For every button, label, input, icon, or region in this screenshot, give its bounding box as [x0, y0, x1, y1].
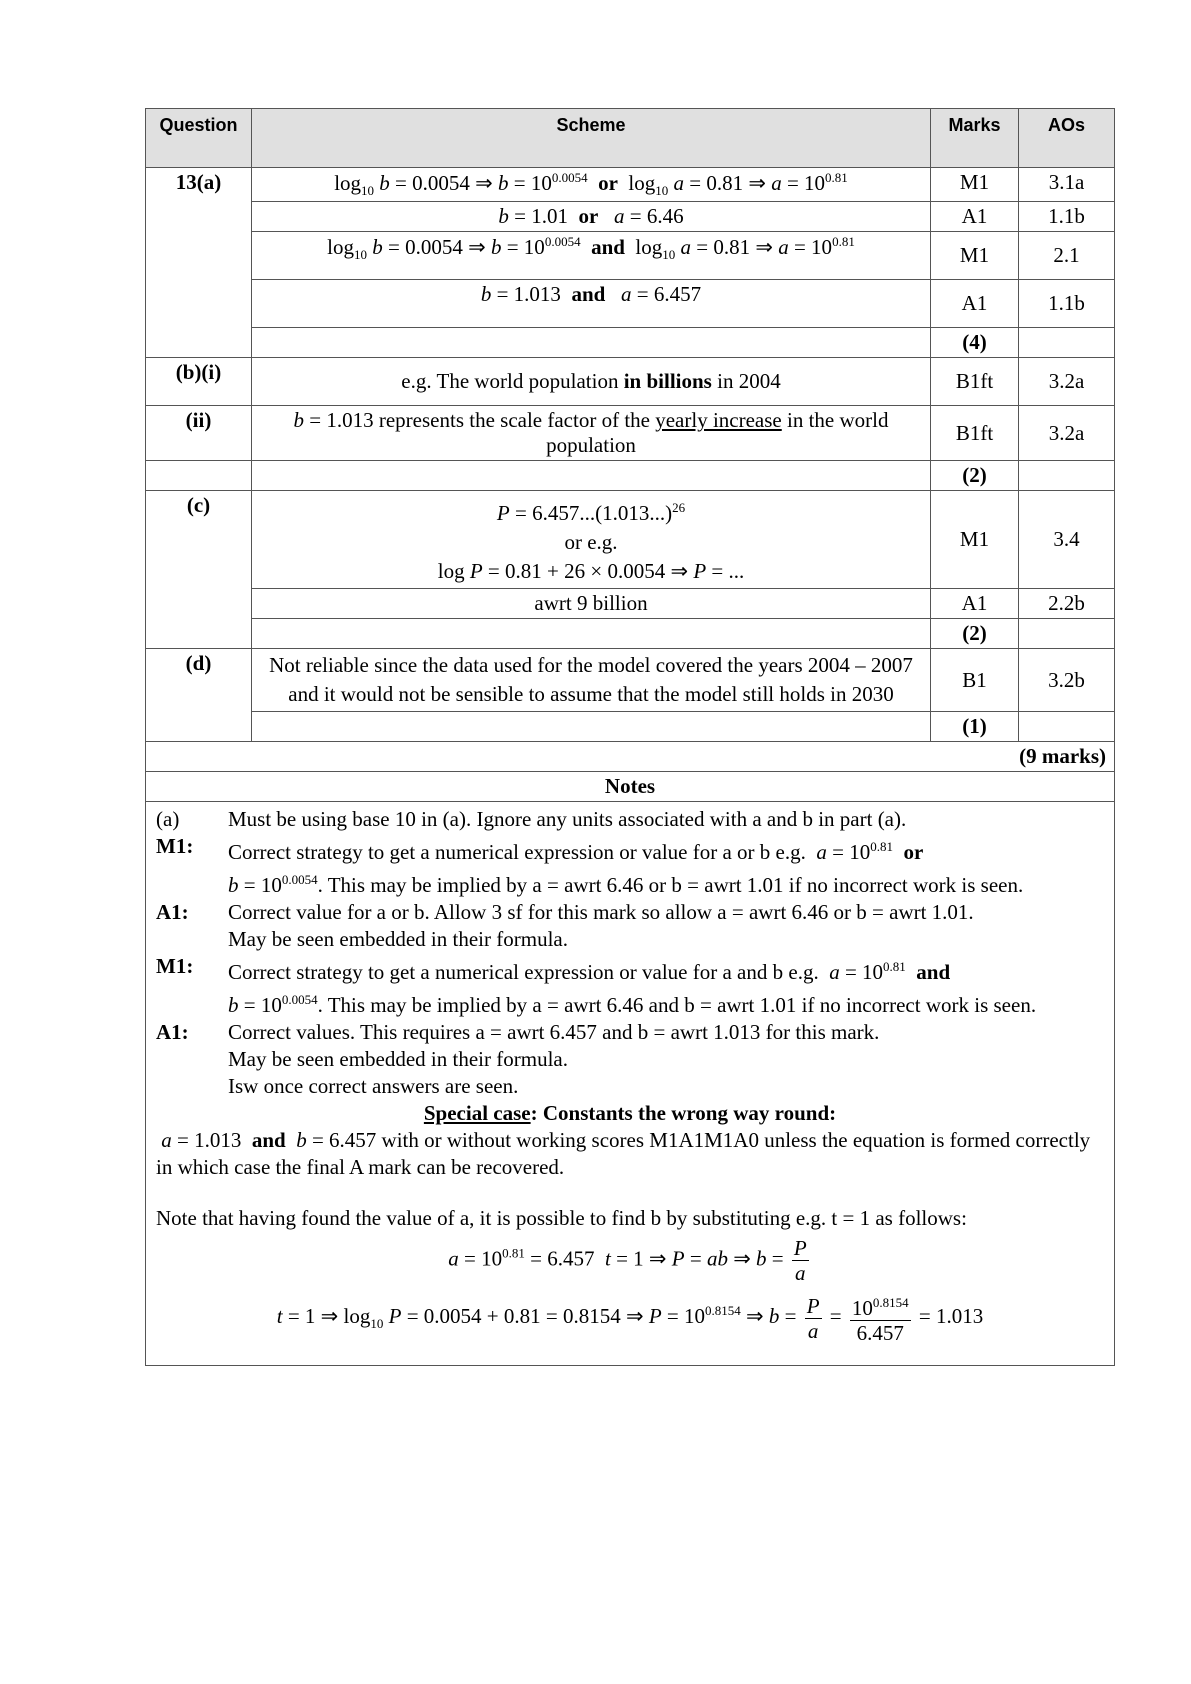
question-label: (d) [146, 649, 252, 742]
ao-cell [1019, 328, 1115, 358]
subtotal-cell: (4) [931, 328, 1019, 358]
mark-cell: M1 [931, 232, 1019, 280]
scheme-cell: awrt 9 billion [252, 589, 931, 619]
ao-cell: 1.1b [1019, 202, 1115, 232]
table-row [146, 406, 1115, 461]
scheme-cell [252, 491, 931, 589]
note-label: M1: [156, 954, 194, 979]
note-a1b [156, 1019, 1104, 1100]
note-label: A1: [156, 900, 189, 925]
total-marks: (9 marks) [146, 742, 1115, 772]
note-label: M1: [156, 834, 194, 859]
note-substitution: Note that having found the value of a, it is possible to find b by substituting e.g. t = 1 as follows: [156, 1206, 967, 1231]
scheme-cell [252, 619, 931, 649]
ao-cell: 2.2b [1019, 589, 1115, 619]
table-row [146, 280, 1115, 328]
scheme-cell: b = 1.013 and a = 6.457 [252, 280, 931, 328]
scheme-text: in the world population [546, 408, 889, 458]
scheme-cell [252, 358, 931, 406]
question-label: (b)(i) [146, 358, 252, 406]
scheme-cell: $\log_{10} b = 0.0054$ ⇒ $b = 10^{0.0054}$ and $\log_{10} a = 0.81$ ⇒ $a = 10^{0.81}$ [252, 232, 931, 280]
ao-cell: 3.2b [1019, 649, 1115, 712]
question-label [146, 461, 252, 491]
table-row [146, 649, 1115, 712]
table-row [146, 202, 1115, 232]
ao-cell: 2.1 [1019, 232, 1115, 280]
notes-title: Notes [146, 772, 1115, 802]
scheme-text: in 2004 [711, 369, 781, 394]
header-question: Question [146, 109, 252, 168]
scheme-text: e.g. The world population [401, 369, 624, 394]
note-text-part: Correct values. This requires a = awrt 6.457 and b = awrt 1.013 for this mark. [228, 1020, 880, 1045]
table-row [146, 168, 1115, 202]
formula: $a = 10^{0.81} = 6.457$ t = 1 ⇒ P = ab ⇒ b = $\frac{P}{a}$ [448, 1236, 807, 1286]
ao-cell [1019, 461, 1115, 491]
subtotal-cell: (2) [931, 619, 1019, 649]
ao-cell: 3.1a [1019, 168, 1115, 202]
header-aos: AOs [1019, 109, 1115, 168]
special-case-label: Special case [423, 1101, 531, 1126]
table-row [146, 461, 1115, 491]
note-text: Correct strategy to get a numerical expression or value for a or b e.g. $a = 10^{0.81}$ or $b = 10^{0.0054}$. This may be implied by a = awrt 6.46 or b = awrt 1.01 if no incorrect work is seen. [228, 839, 1024, 898]
note-text [228, 1019, 1104, 1100]
subtotal-cell: (1) [931, 712, 1019, 742]
note-text-part: Isw once correct answers are seen. [228, 1074, 519, 1099]
table-row [146, 358, 1115, 406]
scheme-cell: b = 1.013 represents the scale factor of the yearly increase in the world population [252, 406, 931, 461]
special-case-text: a = 1.013 and b = 6.457 with or without working scores M1A1M1A0 unless the equation is formed correctly in which case the final A mark can be recovered. [156, 1128, 1091, 1180]
note-text-part: May be seen embedded in their formula. [228, 1047, 568, 1072]
header-scheme: Scheme [252, 109, 931, 168]
table-row [146, 619, 1115, 649]
scheme-cell [252, 712, 931, 742]
mark-cell: B1ft [931, 358, 1019, 406]
ao-cell [1019, 712, 1115, 742]
scheme-cell: b = 1.01 or a = 6.46 [252, 202, 931, 232]
mark-scheme-page [145, 108, 1114, 1366]
formula: log P = 0.81 + 26 × 0.0054 ⇒ P = ... [437, 559, 745, 584]
mark-cell: B1ft [931, 406, 1019, 461]
ao-cell: 3.2a [1019, 406, 1115, 461]
note-text-part: Correct strategy to get a numerical expression or value for a or b e.g. [228, 840, 806, 865]
note-m1b [156, 953, 1104, 1019]
scheme-cell [252, 328, 931, 358]
note-a1 [156, 899, 1104, 953]
special-case-heading [156, 1100, 1104, 1127]
formula: t = 1 ⇒ $\log_{10} P = 0.0054 + 0.81 = 0.8154$ ⇒ $P = 10^{0.8154}$ ⇒ b = $\frac{P}{a}$ = $\frac{10^{0.8154}}{6.457}$ = 1.013 [156, 1291, 1104, 1345]
note-text [228, 899, 1104, 953]
table-row [146, 328, 1115, 358]
scheme-text-underlined: yearly increase [655, 408, 782, 433]
note-text-part: Correct strategy to get a numerical expression or value for a and b e.g. [228, 960, 819, 985]
subtotal-cell: (2) [931, 461, 1019, 491]
mark-cell: M1 [931, 491, 1019, 589]
question-label: 13(a) [146, 168, 252, 358]
table-row [146, 589, 1115, 619]
note-label: (a) [156, 807, 180, 832]
ao-cell: 3.2a [1019, 358, 1115, 406]
note-text: Must be using base 10 in (a). Ignore any units associated with a and b in part (a). [228, 807, 907, 832]
question-label: (ii) [146, 406, 252, 461]
formula: $P = 6.457...(1.013...)^{26}$ [496, 500, 686, 526]
ao-cell: 1.1b [1019, 280, 1115, 328]
scheme-text: or e.g. [564, 530, 618, 555]
ao-cell: 3.4 [1019, 491, 1115, 589]
table-row [146, 712, 1115, 742]
note-text-part: . This may be implied by a = awrt 6.46 or b = awrt 1.01 if no incorrect work is seen. [317, 873, 1024, 898]
scheme-cell [252, 461, 931, 491]
scheme-text: = 1.013 represents the scale factor of the [304, 408, 656, 433]
mark-cell: M1 [931, 168, 1019, 202]
mark-cell: B1 [931, 649, 1019, 712]
note-text: Correct strategy to get a numerical expression or value for a and b e.g. $a = 10^{0.81}$ and $b = 10^{0.0054}$. This may be implied by a = awrt 6.46 and b = awrt 1.01 if no incorrect work is seen. [228, 959, 1037, 1018]
note-text-part: . This may be implied by a = awrt 6.46 and b = awrt 1.01 if no incorrect work is seen. [317, 993, 1037, 1018]
notes-body [146, 802, 1115, 1366]
header-row [146, 109, 1115, 168]
note-label: A1: [156, 1020, 189, 1045]
notes-row [146, 802, 1115, 1366]
scheme-text-bold: in billions [623, 369, 712, 394]
scheme-cell: Not reliable since the data used for the model covered the years 2004 – 2007 and it would not be sensible to assume that the model still holds in 2030 [252, 649, 931, 712]
note-a [156, 806, 1104, 833]
mark-cell: A1 [931, 202, 1019, 232]
special-case-title: : Constants the wrong way round: [530, 1101, 837, 1126]
note-text-part: May be seen embedded in their formula. [228, 927, 568, 952]
ao-cell [1019, 619, 1115, 649]
total-row [146, 742, 1115, 772]
scheme-cell: $\log_{10} b = 0.0054$ ⇒ $b = 10^{0.0054}$ or $\log_{10} a = 0.81$ ⇒ $a = 10^{0.81}$ [252, 168, 931, 202]
mark-cell: A1 [931, 280, 1019, 328]
header-marks: Marks [931, 109, 1019, 168]
question-label: (c) [146, 491, 252, 649]
note-text-part: with or without working scores M1A1M1A0 unless the equation is formed correctly in which case the final A mark can be recovered. [156, 1128, 1091, 1180]
note-m1 [156, 833, 1104, 899]
table-row [146, 232, 1115, 280]
note-text-part: Correct value for a or b. Allow 3 sf for this mark so allow a = awrt 6.46 or b = awrt 1.01. [228, 900, 974, 925]
mark-scheme-table [145, 108, 1115, 1366]
mark-cell: A1 [931, 589, 1019, 619]
notes-title-row [146, 772, 1115, 802]
table-row [146, 491, 1115, 589]
